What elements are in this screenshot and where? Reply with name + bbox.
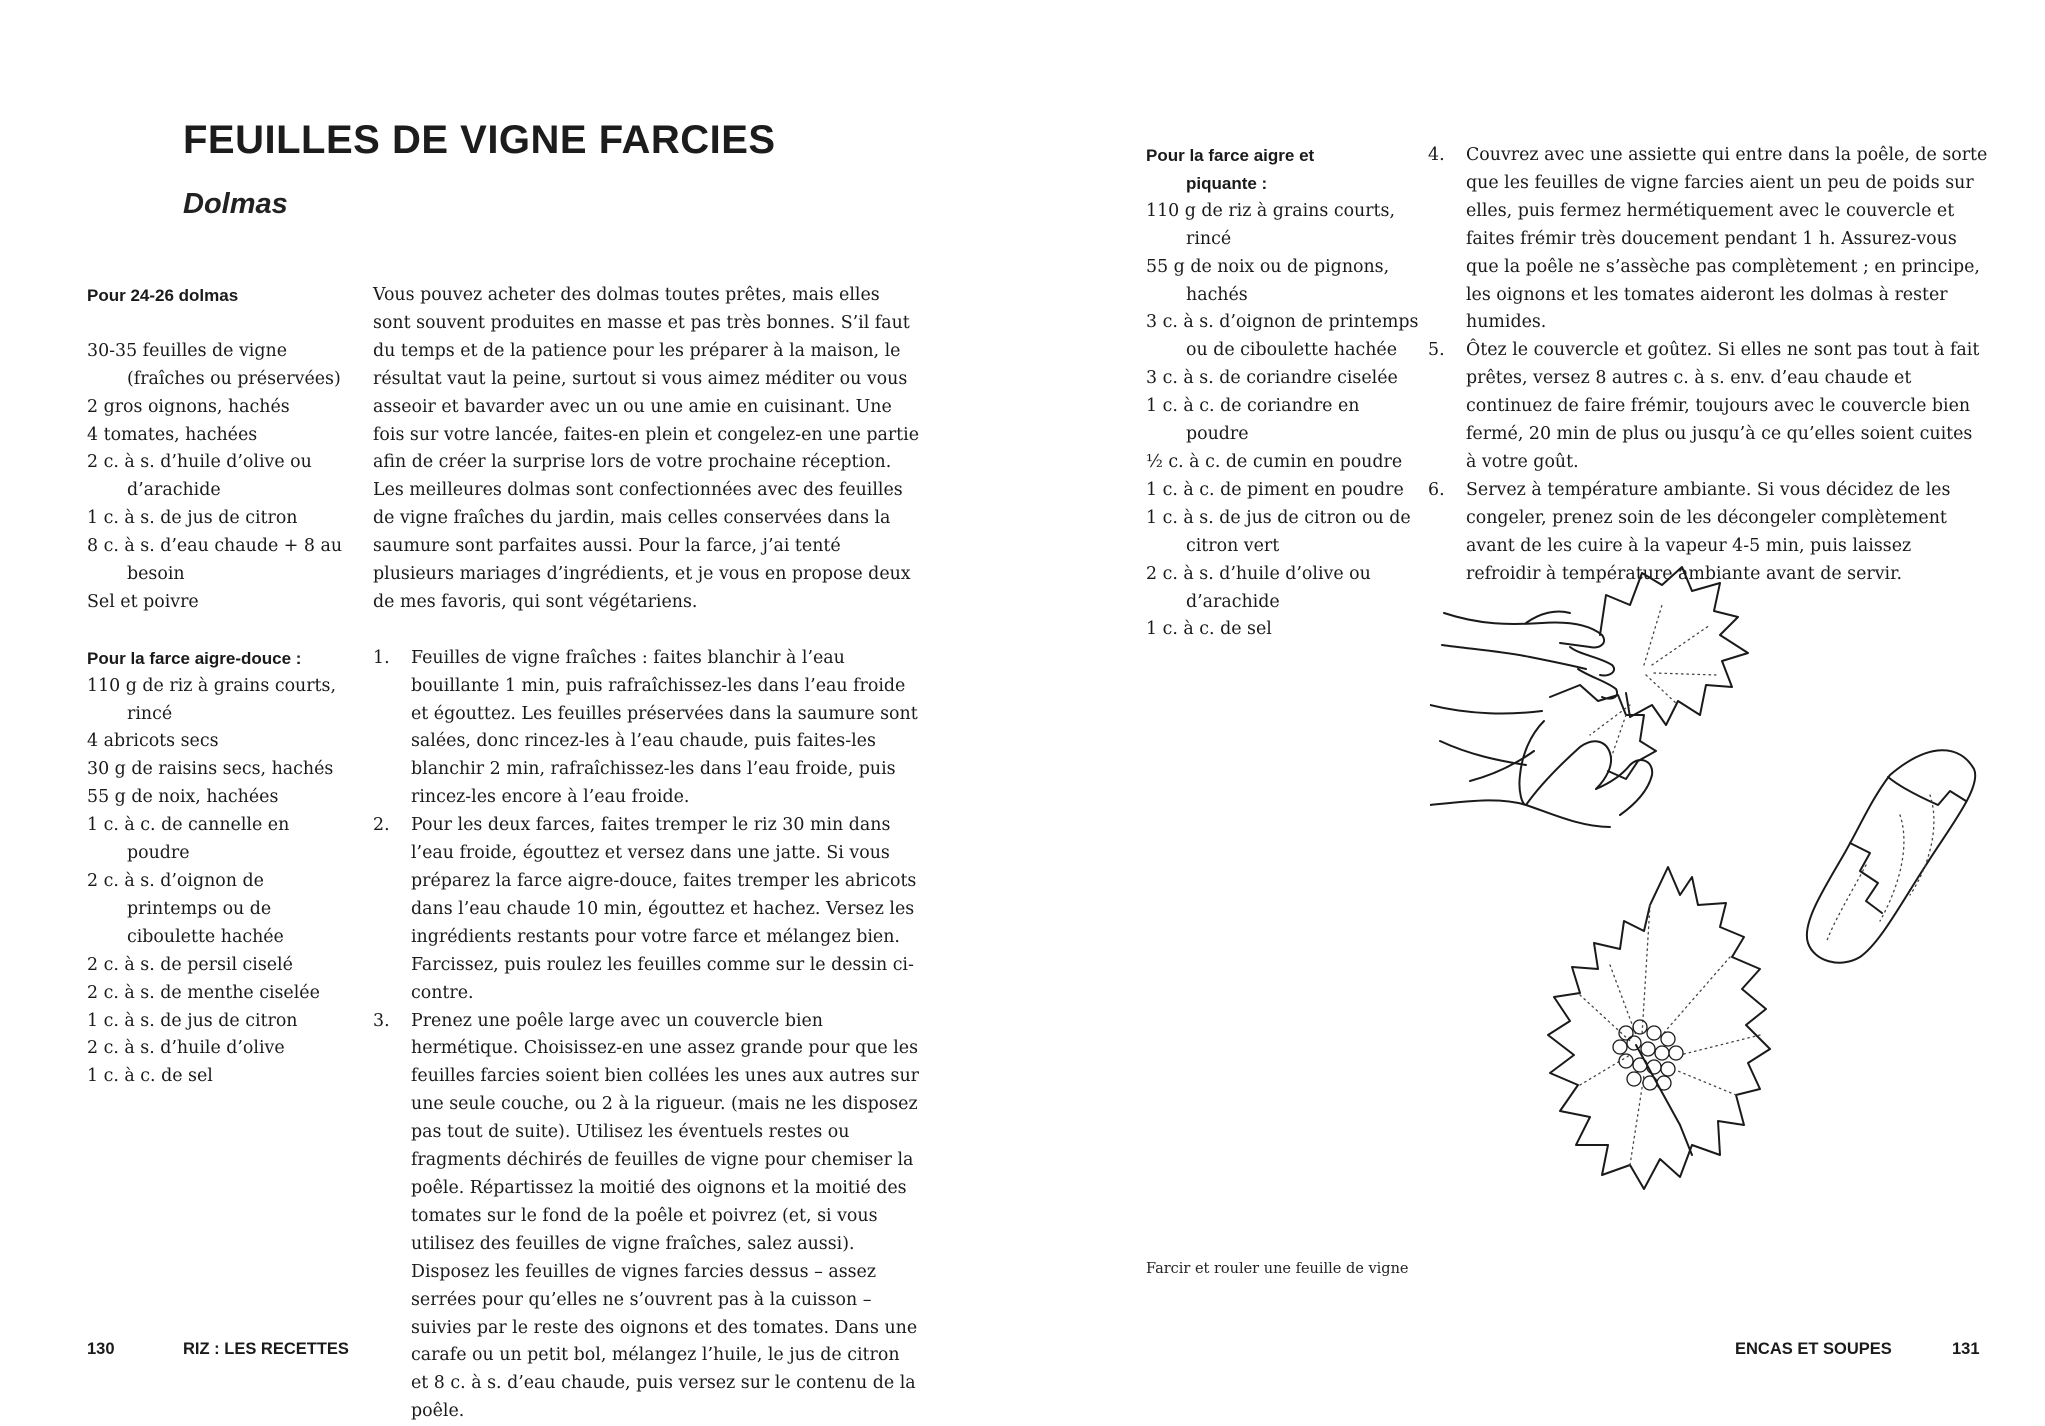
step-number: 3.: [373, 1010, 390, 1031]
rolled-dolma-icon: [1807, 750, 1975, 962]
step-text: Couvrez avec une assiette qui entre dans la poêle, de sorte que les feuilles de vigne farcies aient un peu de poids sur elles, puis fermez hermétiquement avec le couvercle et faites frémir très doucement pendant 1 h. Assurez-vous que la poêle ne s’assèche pas complètement ; en principe, les oignons et les tomates aideront les dolmas à rester humides.: [1466, 145, 1988, 333]
ingredient-item: 1 c. à c. de sel: [87, 1066, 213, 1087]
recipe-title: FEUILLES DE VIGNE FARCIES: [183, 118, 776, 162]
footer-page-number-right: 131: [1952, 1340, 1980, 1358]
ingredient-item: 2 c. à s. de menthe ciselée: [87, 982, 320, 1003]
servings-heading: Pour 24-26 dolmas: [87, 286, 239, 305]
step-text: Feuilles de vigne fraîches : faites blanchir à l’eau bouillante 1 min, puis rafraîchissez-les dans l’eau froide et égouttez. Les feuilles préservées dans la saumure sont salées, donc rincez-les à l’eau chaude, puis faites-les blanchir 2 min, rafraîchissez-les dans l’eau froide, puis rincez-les encore à l’eau froide.: [411, 647, 918, 808]
footer-section-left: RIZ : LES RECETTES: [183, 1340, 349, 1358]
footer-section-right: ENCAS ET SOUPES: [1735, 1340, 1892, 1358]
ingredient-item: 4 tomates, hachées: [87, 424, 258, 445]
step-text: Servez à température ambiante. Si vous décidez de les congeler, prenez soin de les décongeler complètement avant de les cuire à la vapeur 4-5 min, puis laissez refroidir à température ambiante avant de servir.: [1466, 479, 1951, 584]
ingredient-item: 1 c. à s. de jus de citron: [87, 508, 298, 529]
ingredient-item: 2 c. à s. d’oignon de printemps ou de ciboulette hachée: [87, 871, 284, 947]
ingredient-item: 1 c. à c. de coriandre en poudre: [1146, 396, 1360, 445]
ingredient-item: 2 c. à s. d’huile d’olive ou d’arachide: [87, 452, 312, 501]
ingredient-item: 1 c. à s. de jus de citron: [87, 1010, 298, 1031]
ingredient-item: 3 c. à s. de coriandre ciselée: [1146, 368, 1398, 389]
ingredient-item: 55 g de noix, hachées: [87, 787, 279, 808]
step-text: Prenez une poêle large avec un couvercle bien hermétique. Choisissez-en une assez grande pour que les feuilles farcies soient bien collées les unes aux autres sur une seule couche, ou 2 à la rigueur. (mais ne les disposez pas tout de suite). Utilisez les éventuels restes ou fragments déchirés de feuilles de vigne pour chemiser la poêle. Répartissez la moitié des oignons et la moitié des tomates sur le fond de la poêle et poivrez (et, si vous utilisez des feuilles de vigne fraîches, salez aussi). Disposez les feuilles de vignes farcies dessus – assez serrées pour qu’elles ne s’ouvrent pas à la cuisson – suivies par le reste des oignons et des tomates. Dans une carafe ou un petit bol, mélangez l’huile, le jus de citron et 8 c. à s. d’eau chaude, puis versez sur le contenu de la poêle.: [411, 1010, 919, 1422]
step-number: 4.: [1428, 145, 1445, 165]
method-steps-list-continued: [1428, 142, 1988, 589]
method-step: [373, 812, 919, 1007]
ingredient-item: 110 g de riz à grains courts, rincé: [1146, 200, 1395, 249]
method-step: [373, 645, 919, 812]
ingredient-item: 2 c. à s. de persil ciselé: [87, 954, 293, 975]
sweet-sour-heading: Pour la farce aigre-douce :: [87, 648, 302, 668]
illustration-caption: Farcir et rouler une feuille de vigne: [1146, 1261, 1409, 1277]
spicy-ingredients-list: [1146, 198, 1422, 645]
ingredient-item: 30 g de raisins secs, hachés: [87, 759, 334, 780]
sweet-sour-ingredients-list: [87, 673, 357, 1092]
ingredient-item: Sel et poivre: [87, 591, 199, 612]
method-steps-list: [373, 645, 919, 1426]
ingredient-item: 2 gros oignons, hachés: [87, 396, 290, 417]
stuffing-rolling-illustration: [1430, 565, 1990, 1255]
method-column: [373, 282, 919, 1426]
ingredients-column: [87, 282, 357, 1091]
main-ingredients-list: [87, 338, 357, 617]
step-number: 2.: [373, 815, 390, 836]
step-text: Ôtez le couvercle et goûtez. Si elles ne sont pas tout à fait prêtes, versez 8 autres c. à s. env. d’eau chaude et continuez de faire frémir, toujours avec le couvercle bien fermé, 20 min de plus ou jusqu’à ce qu’elles soient cuites à votre goût.: [1466, 340, 1980, 472]
ingredient-item: 1 c. à s. de jus de citron ou de citron vert: [1146, 507, 1411, 556]
ingredient-item: 8 c. à s. d’eau chaude + 8 au besoin: [87, 536, 343, 585]
method-step: [1428, 142, 1988, 337]
ingredient-item: 1 c. à c. de piment en poudre: [1146, 479, 1404, 500]
method-step: [1428, 337, 1988, 477]
step-number: 1.: [373, 647, 390, 668]
step-text: Pour les deux farces, faites tremper le riz 30 min dans l’eau froide, égouttez et versez dans une jatte. Si vous préparez la farce aigre-douce, faites tremper les abricots dans l’eau chaude 10 min, égouttez et hachez. Versez les ingrédients restants pour votre farce et mélangez bien. Farcissez, puis roulez les feuilles comme sur le dessin ci-contre.: [411, 815, 917, 1003]
step-number: 5.: [1428, 340, 1445, 361]
rice-filling-icon: [1613, 1020, 1683, 1090]
ingredient-item: 55 g de noix ou de pignons, hachés: [1146, 256, 1390, 305]
vine-leaf-with-filling-icon: [1548, 867, 1770, 1189]
ingredient-item: ½ c. à c. de cumin en poudre: [1146, 451, 1403, 472]
spicy-ingredients-column: [1146, 142, 1422, 644]
ingredient-item: 2 c. à s. d’huile d’olive: [87, 1038, 285, 1059]
ingredient-item: 1 c. à c. de sel: [1146, 619, 1272, 640]
ingredient-item: 1 c. à c. de cannelle en poudre: [87, 815, 290, 864]
step-number: 6.: [1428, 479, 1445, 500]
footer-page-number-left: 130: [87, 1340, 115, 1358]
method-column-right: [1428, 142, 1988, 589]
ingredient-item: 110 g de riz à grains courts, rincé: [87, 675, 336, 724]
ingredient-item: 2 c. à s. d’huile d’olive ou d’arachide: [1146, 563, 1371, 612]
ingredient-item: 3 c. à s. d’oignon de printemps ou de ciboulette hachée: [1146, 312, 1419, 361]
recipe-subtitle: Dolmas: [183, 188, 288, 220]
intro-paragraph: Vous pouvez acheter des dolmas toutes prêtes, mais elles sont souvent produites en masse et pas très bonnes. S’il faut du temps et de la patience pour les préparer à la maison, le résultat vaut la peine, surtout si vous aimez méditer ou vous asseoir et bavarder avec un ou une amie en cuisinant. Une fois sur votre lancée, faites-en plein et congelez-en une partie afin de créer la surprise lors de votre prochaine réception. Les meilleures dolmas sont confectionnées avec des feuilles de vigne fraîches du jardin, mais celles conservées dans la saumure sont parfaites aussi. Pour la farce, j’ai tenté plusieurs mariages d’ingrédients, et je vous en propose deux de mes favoris, qui sont végétariens.: [373, 285, 919, 612]
spicy-heading: Pour la farce aigre et piquante :: [1146, 146, 1315, 193]
method-step: [373, 1008, 919, 1426]
ingredient-item: 30-35 feuilles de vigne (fraîches ou préservées): [87, 340, 341, 389]
ingredient-item: 4 abricots secs: [87, 731, 219, 752]
hands-holding-leaf-icon: [1430, 567, 1748, 827]
